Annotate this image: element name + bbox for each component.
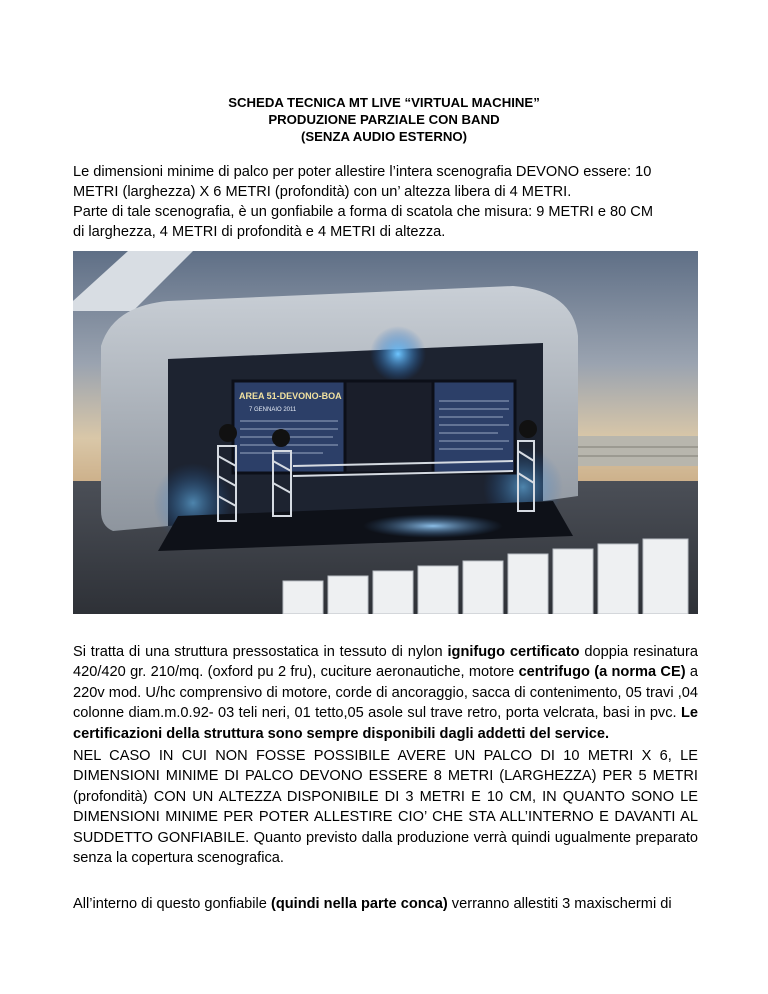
structure-bold-1: ignifugo certificato [447,644,580,660]
structure-text-2: doppia resinatura 420/420 gr. 210/mq. (oxford pu 2 fru), cuciture aeronautiche, motore [73,644,698,681]
screen-left-title: AREA 51-DEVONO-BOA [239,391,342,401]
structure-bold-3: Le certificazioni della struttura sono sempre disponibili dagli addetti del service. [73,705,698,742]
inside-text-2: verranno allestiti 3 maxischermi di [447,896,672,912]
title-line-1: SCHEDA TECNICA MT LIVE “VIRTUAL MACHINE” [228,95,540,110]
title-line-2: PRODUZIONE PARZIALE CON BAND [268,112,500,127]
screen-left-subtitle: 7 GENNAIO 2011 [249,407,297,413]
intro-line-3: Parte di tale scenografia, è un gonfiabile a forma di scatola che misura: 9 METRI e 80 CM [73,204,653,220]
structure-bold-2: centrifugo (a norma CE) [518,664,686,681]
intro-line-2: METRI (larghezza) X 6 METRI (profondità) con un’ altezza libera di 4 METRI. [73,184,572,200]
inside-bold-1: (quindi nella parte conca) [270,896,448,912]
structure-text-3: a 220v mod. U/hc comprensivo di motore, corde di ancoraggio, sacca di contenimento, 05 travi ,04 colonne diam.m.0.92- 03 teli neri, 01 tetto,05 asole sul trave retro, porta velcrata, basi in pvc. [73,664,699,722]
stage-photo [73,251,698,614]
intro-line-4: di larghezza, 4 METRI di profondità e 4 METRI di altezza. [73,224,446,240]
alternative-paragraph [73,746,698,868]
inside-paragraph [73,894,698,914]
document-title [0,94,768,145]
intro-paragraph [73,162,698,242]
title-line-3: (SENZA AUDIO ESTERNO) [300,129,468,144]
alternative-text: NEL CASO IN CUI NON FOSSE POSSIBILE AVERE UN PALCO DI 10 METRI X 6, LE DIMENSIONI MINIME DI PALCO DEVONO ESSERE 8 METRI (LARGHEZZA) PER 5 METRI (profondità) CON UN ALTEZZA DISPONIBILE DI 3 METRI E 10 CM, IN QUANTO SONO LE DIMENSIONI MINIME PER POTER ALLESTIRE CIO’ CHE STA ALL’INTERNO E DAVANTI AL SUDDETTO GONFIABILE. Quanto previsto dalla produzione verrà quindi ugualmente preparato senza la copertura scenografica. [73,748,698,867]
structure-text-1: Si tratta di una struttura pressostatica in tessuto di nylon [73,644,448,660]
structure-paragraph [73,642,698,744]
inside-text-1: All’interno di questo gonfiabile [73,896,271,912]
intro-line-1: Le dimensioni minime di palco per poter allestire l’intera scenografia DEVONO essere: 10 [73,164,652,180]
